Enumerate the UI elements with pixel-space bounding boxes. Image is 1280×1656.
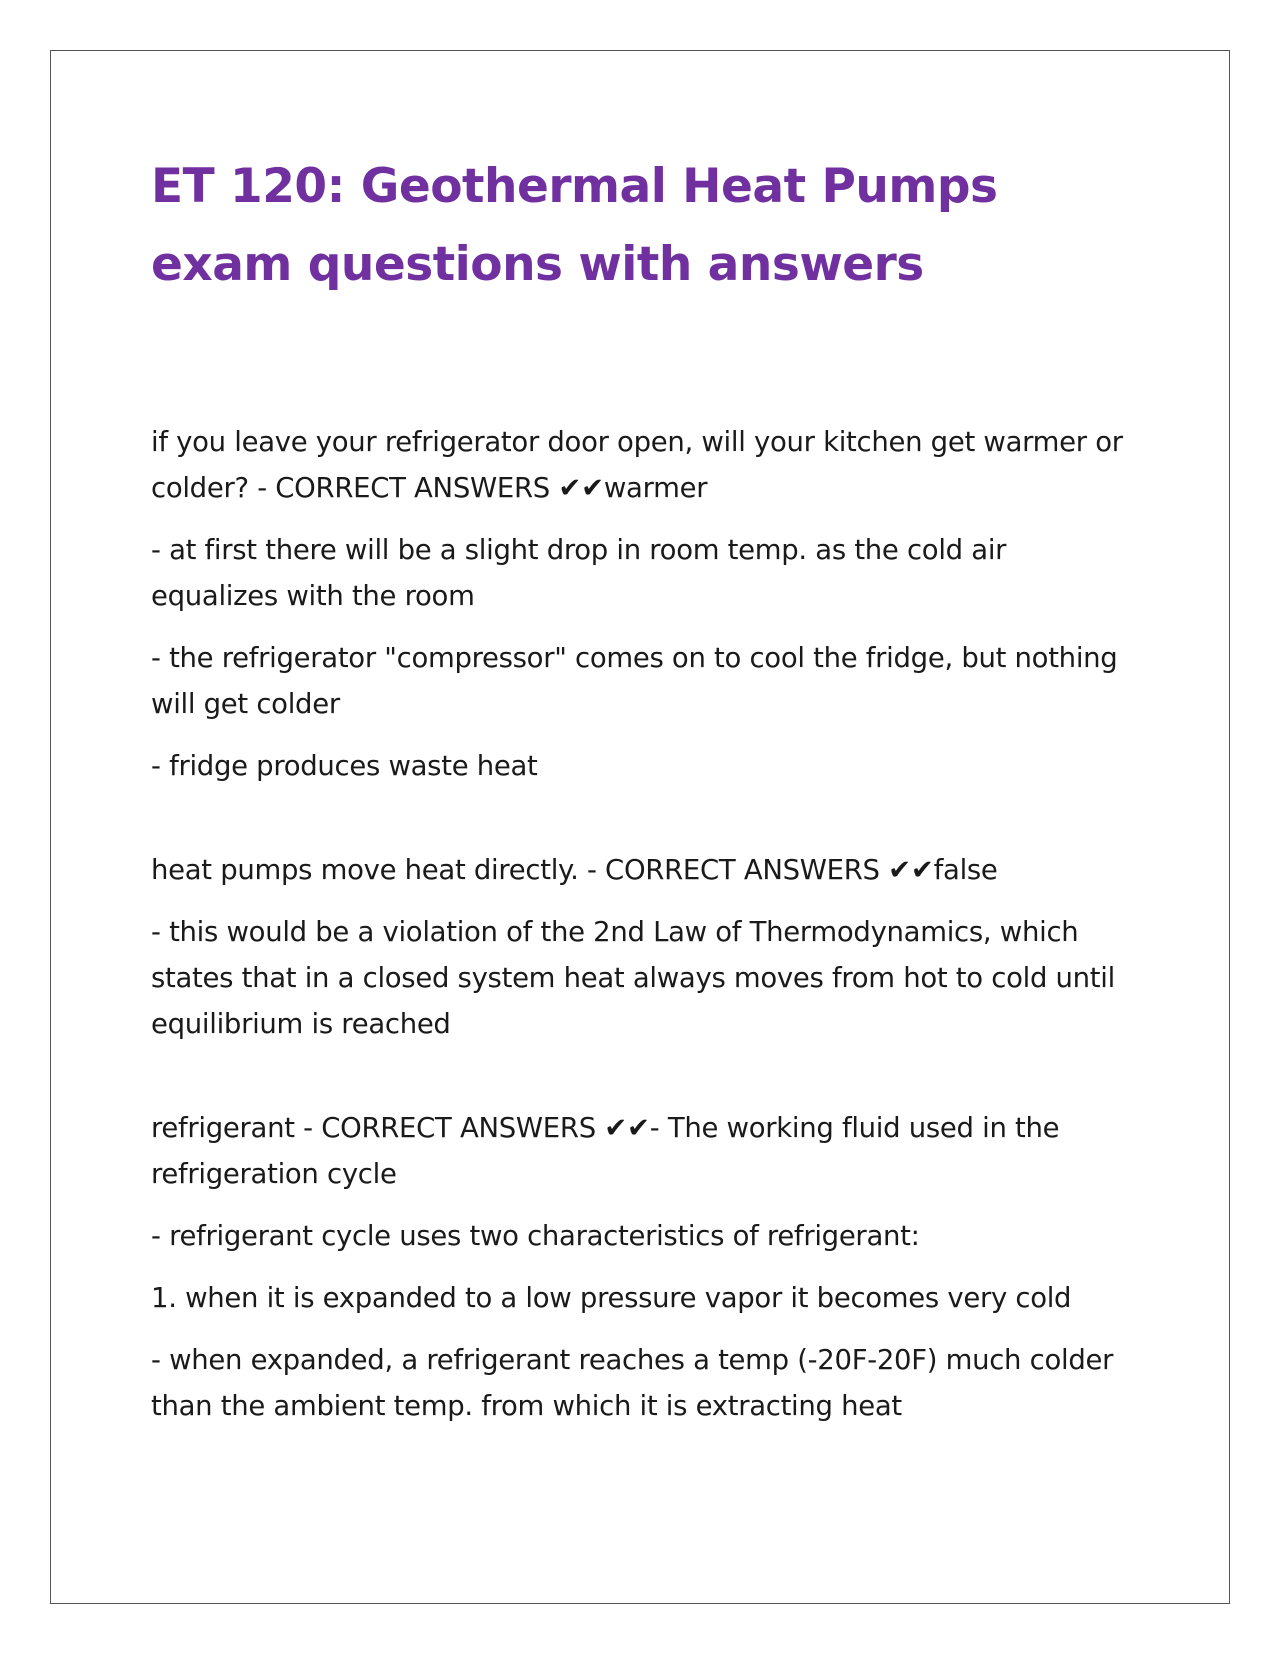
qa-list <box>151 419 1141 1429</box>
qa-block-refrigerator-door <box>151 419 1141 789</box>
answer-paragraph: 1. when it is expanded to a low pressure vapor it becomes very cold <box>151 1282 1072 1314</box>
answer-paragraph: - fridge produces waste heat <box>151 750 538 782</box>
qa-block-refrigerant <box>151 1105 1141 1429</box>
question-paragraph: if you leave your refrigerator door open, will your kitchen get warmer or colder? - CORRECT ANSWERS ✔✔warmer <box>151 426 1123 504</box>
document-title: ET 120: Geothermal Heat Pumps exam questions with answers <box>151 159 998 292</box>
question-paragraph: heat pumps move heat directly. - CORRECT ANSWERS ✔✔false <box>151 854 998 886</box>
question-paragraph: refrigerant - CORRECT ANSWERS ✔✔- The working fluid used in the refrigeration cycle <box>151 1112 1060 1190</box>
answer-paragraph: - refrigerant cycle uses two characteristics of refrigerant: <box>151 1220 920 1252</box>
answer-paragraph: - when expanded, a refrigerant reaches a temp (-20F-20F) much colder than the ambient temp. from which it is extracting heat <box>151 1344 1114 1422</box>
answer-paragraph: - at first there will be a slight drop in room temp. as the cold air equalizes with the room <box>151 534 1007 612</box>
answer-paragraph: - this would be a violation of the 2nd Law of Thermodynamics, which states that in a closed system heat always moves from hot to cold until equilibrium is reached <box>151 916 1115 1040</box>
document-content <box>151 148 1141 1429</box>
qa-block-heat-pumps <box>151 847 1141 1047</box>
answer-paragraph: - the refrigerator "compressor" comes on to cool the fridge, but nothing will get colder <box>151 642 1118 720</box>
